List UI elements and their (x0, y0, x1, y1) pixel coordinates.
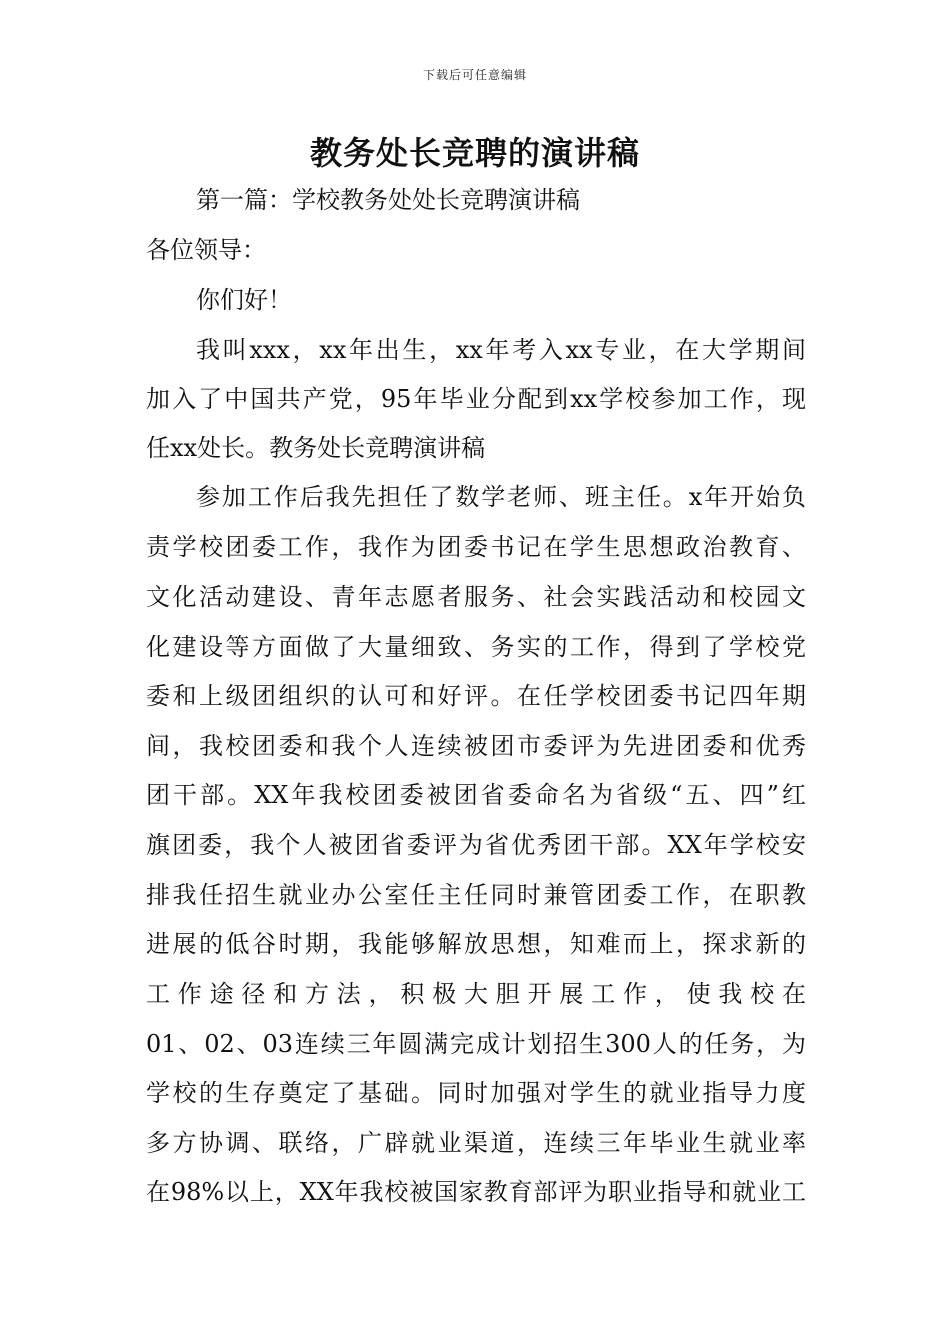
paragraph-line: 学校的生存奠定了基础。同时加强对学生的就业指导力度 (146, 1079, 806, 1107)
subtitle-line: 第一篇：学校教务处处长竞聘演讲稿 (196, 186, 580, 214)
paragraph-line: 委和上级团组织的认可和好评。在任学校团委书记四年期 (146, 682, 806, 710)
greeting-line: 你们好！ (196, 286, 292, 314)
paragraph-line: 多方协调、联络，广辟就业渠道，连续三年毕业生就业率 (146, 1129, 806, 1157)
paragraph-line: 旗团委，我个人被团省委评为省优秀团干部。XX年学校安 (146, 831, 806, 859)
paragraph-line: 任xx处长。教务处长竞聘演讲稿 (146, 434, 486, 462)
paragraph-line: 文化活动建设、青年志愿者服务、社会实践活动和校园文 (146, 583, 806, 611)
paragraph-line: 间，我校团委和我个人连续被团市委评为先进团委和优秀 (146, 732, 806, 760)
paragraph-line: 参加工作后我先担任了数学老师、班主任。x年开始负 (196, 483, 806, 511)
paragraph-line: 排我任招生就业办公室任主任同时兼管团委工作，在职教 (146, 881, 806, 909)
paragraph-line: 工作途径和方法，积极大胆开展工作，使我校在 (146, 980, 806, 1008)
header-note: 下载后可任意编辑 (422, 68, 527, 82)
salutation-line: 各位领导： (146, 236, 266, 264)
paragraph-line: 在98%以上，XX年我校被国家教育部评为职业指导和就业工 (146, 1178, 806, 1206)
paragraph-line: 进展的低谷时期，我能够解放思想，知难而上，探求新的 (146, 930, 806, 958)
paragraph-line: 01、02、03连续三年圆满完成计划招生300人的任务，为 (146, 1030, 806, 1058)
paragraph-line: 加入了中国共产党，95年毕业分配到xx学校参加工作，现 (146, 385, 806, 413)
paragraph-line: 团干部。XX年我校团委被团省委命名为省级“五、四”红 (146, 781, 806, 809)
paragraph-line: 我叫xxx，xx年出生，xx年考入xx专业，在大学期间 (196, 336, 806, 364)
paragraph-line: 责学校团委工作，我作为团委书记在学生思想政治教育、 (146, 533, 806, 561)
paragraph-line: 化建设等方面做了大量细致、务实的工作，得到了学校党 (146, 633, 806, 661)
page-title: 教务处长竞聘的演讲稿 (309, 134, 640, 172)
